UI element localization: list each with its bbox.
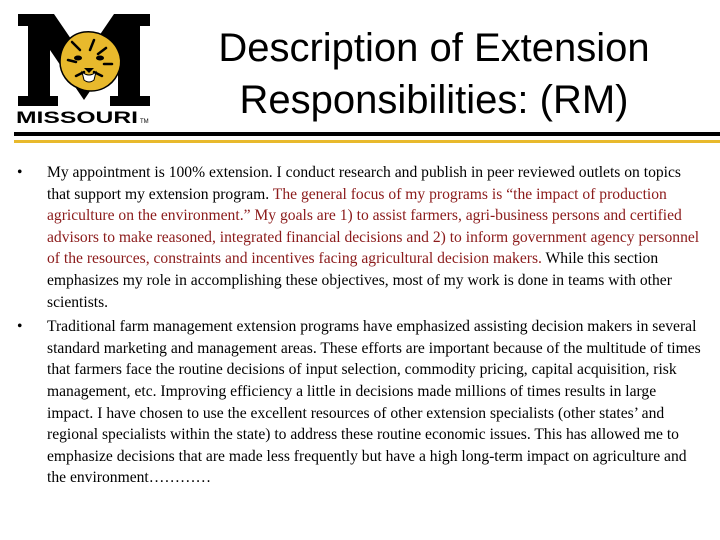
- title-line-2: Responsibilities: (RM): [239, 78, 629, 122]
- bullet-marker: •: [17, 164, 23, 181]
- header-rule-gold: [14, 140, 720, 143]
- title-line-1: Description of Extension: [218, 26, 650, 70]
- bullet-item-traditional-programs: [16, 316, 706, 489]
- bullet-list: [16, 162, 706, 489]
- tiger-head-icon: [60, 32, 121, 91]
- bullet-text-intro: My appointment is 100% extension. I conduct research and publish in peer reviewed outlets on topics that support my extension program.: [47, 164, 681, 203]
- logo-wordmark: MISSOURI: [16, 108, 138, 127]
- logo-trademark: TM: [140, 119, 149, 125]
- bullet-text-highlight: The general focus of my programs is “the impact of production agriculture on the environment.” My goals are 1) to assist farmers, agri-business persons and certified advisors to make reasoned, integrated financial decisions and 2) to inform government agency personnel of the resources, constraints and incentives facing agricultural decision makers.: [47, 185, 700, 268]
- bullet-marker: •: [17, 318, 23, 336]
- bullet-text-closing: While this section emphasizes my role in accomplishing these objectives, most of my work is done in teams with other scientists.: [47, 250, 672, 311]
- bullet-text: Traditional farm management extension programs have emphasized assisting decision makers in several standard marketing and management areas. These efforts are important because of the multitude of times that farmers face the routine decisions of input selection, commodity pricing, capital acquisition, risk management, etc. Improving efficiency a little in decisions made millions of times results in large impact. I have chosen to use the excellent resources of other extension specialists (other states’ and regional specialists within the state) to address these routine economic issues. This has allowed me to emphasize decisions that are made less frequently but have a high long-term impact on agriculture and the environment…………: [47, 318, 701, 487]
- header-rule-black: [14, 132, 720, 136]
- bullet-item-appointment: [16, 162, 706, 313]
- slide-title: [160, 22, 708, 126]
- missouri-tiger-logo: [14, 10, 154, 128]
